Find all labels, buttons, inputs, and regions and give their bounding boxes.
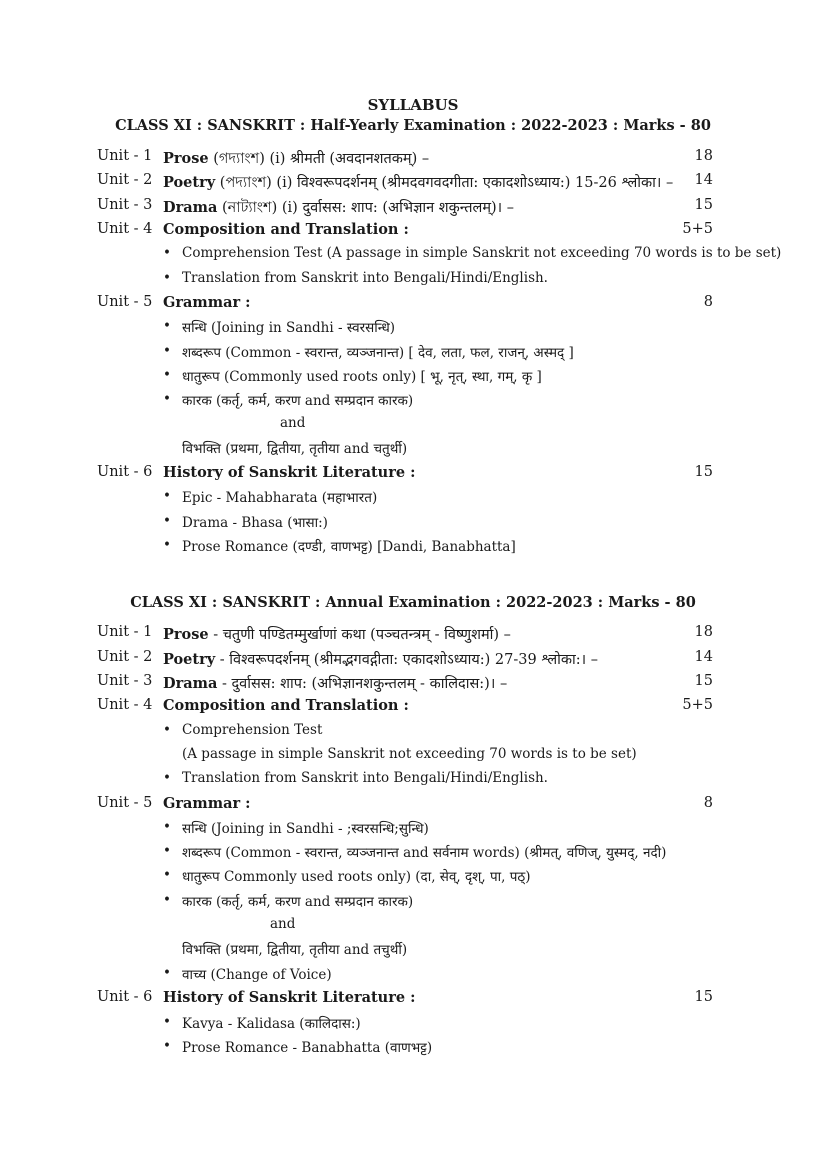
unit-marks: 5+5	[682, 697, 713, 713]
bullet: •	[163, 1014, 171, 1030]
unit-content: Grammar :	[163, 294, 251, 311]
unit-content: History of Sanskrit Literature :	[163, 464, 416, 481]
unit-marks: 8	[703, 795, 713, 811]
list-item	[0, 343, 826, 367]
unit-content: Composition and Translation :	[163, 221, 409, 238]
unit-marks: 14	[694, 649, 713, 665]
item-text: धातुरूप Commonly used roots only) (दा, सेव्, दृश्, पा, पठ्)	[182, 869, 531, 885]
vibhakti-line: विभक्ति (प्रथमा, द्वितीया, तृतीया and चतुर्थी)	[182, 441, 408, 457]
list-item	[0, 1014, 826, 1038]
unit-content: Drama - दुर्वासस: शाप: (अभिज्ञानशकुन्तलम् - कालिदास:)। –	[163, 675, 508, 692]
item-text: Translation from Sanskrit into Bengali/Hindi/English.	[182, 770, 548, 786]
list-item	[0, 892, 826, 916]
unit-content: History of Sanskrit Literature :	[163, 989, 416, 1006]
unit-content: Prose (গদ্যাংশ) (i) श्रीमती (अवदानशतकम्) –	[163, 150, 430, 167]
unit-label: Unit - 2	[97, 649, 153, 665]
and-text: and	[270, 916, 296, 932]
unit-label: Unit - 6	[97, 464, 153, 480]
bullet: •	[163, 537, 171, 553]
and-text: and	[280, 415, 306, 431]
bullet: •	[163, 270, 171, 286]
unit-label: Unit - 1	[97, 624, 153, 640]
bullet: •	[163, 892, 171, 908]
unit-marks: 15	[694, 197, 713, 213]
a-unit-2	[0, 649, 826, 673]
unit-label: Unit - 3	[97, 197, 153, 213]
bullet: •	[163, 819, 171, 835]
unit-content: Poetry - विश्वरूपदर्शनम् (श्रीमद्भगवद्गीता: एकादशोऽध्याय:) 27-39 श्लोका:। –	[163, 651, 599, 668]
list-item	[0, 867, 826, 891]
list-item	[0, 318, 826, 342]
unit-label: Unit - 4	[97, 697, 153, 713]
unit-marks: 15	[694, 464, 713, 480]
item-text: Comprehension Test	[182, 722, 323, 738]
list-item	[0, 513, 826, 537]
item-text: सन्धि (Joining in Sandhi - स्वरसन्धि)	[182, 320, 396, 336]
list-item	[0, 722, 826, 746]
h-unit-2	[0, 172, 826, 196]
unit-marks: 5+5	[682, 221, 713, 237]
bullet: •	[163, 318, 171, 334]
a-unit-1	[0, 624, 826, 648]
unit-label: Unit - 3	[97, 673, 153, 689]
bullet: •	[163, 391, 171, 407]
bullet: •	[163, 488, 171, 504]
item-text: सन्धि (Joining in Sandhi - ;स्वरसन्धि;सुन्धि)	[182, 821, 429, 837]
vibhakti-line: विभक्ति (प्रथमा, द्वितीया, तृतीया and तचुर्थी)	[182, 942, 408, 958]
bullet: •	[163, 245, 171, 261]
unit-content: Grammar :	[163, 795, 251, 812]
unit-content: Drama (নাট্যাংশ) (i) दुर्वासस: शाप: (अभिज्ञान शकुन्तलम्)। –	[163, 199, 515, 216]
item-text: Drama - Bhasa (भासा:)	[182, 515, 328, 531]
list-item	[0, 770, 826, 794]
item-text: कारक (कर्तृ, कर्म, करण and सम्प्रदान कारक)	[182, 393, 414, 409]
item-continuation: (A passage in simple Sanskrit not exceeding 70 words is to be set)	[182, 746, 637, 762]
page-title: SYLLABUS	[367, 96, 459, 114]
bullet: •	[163, 1038, 171, 1054]
unit-label: Unit - 1	[97, 148, 153, 164]
unit-marks: 18	[694, 148, 713, 164]
list-item	[0, 270, 826, 294]
h-unit-1	[0, 148, 826, 172]
list-item	[0, 367, 826, 391]
unit-marks: 18	[694, 624, 713, 640]
half-yearly-heading: CLASS XI : SANSKRIT : Half-Yearly Examination : 2022-2023 : Marks - 80	[115, 117, 711, 134]
bullet: •	[163, 343, 171, 359]
list-item	[0, 1038, 826, 1062]
item-text: Prose Romance (दण्डी, वाणभट्ट) [Dandi, Banabhatta]	[182, 539, 516, 555]
list-item	[0, 245, 826, 269]
bullet: •	[163, 843, 171, 859]
item-text: शब्दरूप (Common - स्वरान्त, व्यञ्जनान्त) [ देव, लता, फल, राजन्, अस्मद् ]	[182, 345, 574, 361]
a-unit-4	[0, 697, 826, 721]
list-item	[0, 819, 826, 843]
unit-label: Unit - 4	[97, 221, 153, 237]
unit-label: Unit - 6	[97, 989, 153, 1005]
bullet: •	[163, 722, 171, 738]
h-unit-4	[0, 221, 826, 245]
bullet: •	[163, 867, 171, 883]
unit-content: Prose - चतुणी पण्डितम्मुर्खाणां कथा (पञ्चतन्त्रम् - विष्णुशर्मा) –	[163, 626, 511, 643]
unit-content: Composition and Translation :	[163, 697, 409, 714]
h-unit-3	[0, 197, 826, 221]
a-unit-5	[0, 795, 826, 819]
bullet: •	[163, 770, 171, 786]
item-text: वाच्य (Change of Voice)	[182, 967, 332, 983]
unit-marks: 15	[694, 673, 713, 689]
h-unit-6	[0, 464, 826, 488]
item-text: Prose Romance - Banabhatta (वाणभट्ट)	[182, 1040, 433, 1056]
a-unit-3	[0, 673, 826, 697]
list-item	[0, 843, 826, 867]
list-item	[0, 537, 826, 561]
item-text: Epic - Mahabharata (महाभारत)	[182, 490, 378, 506]
item-text: Comprehension Test (A passage in simple Sanskrit not exceeding 70 words is to be set)	[182, 245, 782, 261]
bullet: •	[163, 367, 171, 383]
unit-label: Unit - 5	[97, 294, 153, 310]
list-item	[0, 965, 826, 989]
annual-heading: CLASS XI : SANSKRIT : Annual Examination : 2022-2023 : Marks - 80	[130, 594, 696, 611]
unit-marks: 8	[703, 294, 713, 310]
item-text: शब्दरूप (Common - स्वरान्त, व्यञ्जनान्त and सर्वनाम words) (श्रीमत्, वणिज्, युस्मद्, नदी)	[182, 845, 667, 861]
unit-label: Unit - 5	[97, 795, 153, 811]
a-unit-6	[0, 989, 826, 1013]
bullet: •	[163, 513, 171, 529]
unit-marks: 14	[694, 172, 713, 188]
item-text: धातुरूप (Commonly used roots only) [ भू, नृत्, स्था, गम्, कृ ]	[182, 369, 542, 385]
bullet: •	[163, 965, 171, 981]
unit-label: Unit - 2	[97, 172, 153, 188]
list-item	[0, 488, 826, 512]
h-unit-5	[0, 294, 826, 318]
item-text: कारक (कर्तृ, कर्म, करण and सम्प्रदान कारक)	[182, 894, 414, 910]
item-text: Translation from Sanskrit into Bengali/Hindi/English.	[182, 270, 548, 286]
item-text: Kavya - Kalidasa (कालिदास:)	[182, 1016, 361, 1032]
unit-marks: 15	[694, 989, 713, 1005]
unit-content: Poetry (পদ্যাংশ) (i) विश्वरूपदर्शनम् (श्रीमदवगवदगीता: एकादशोऽध्याय:) 15-26 श्लोका। –	[163, 174, 674, 191]
list-item	[0, 391, 826, 415]
